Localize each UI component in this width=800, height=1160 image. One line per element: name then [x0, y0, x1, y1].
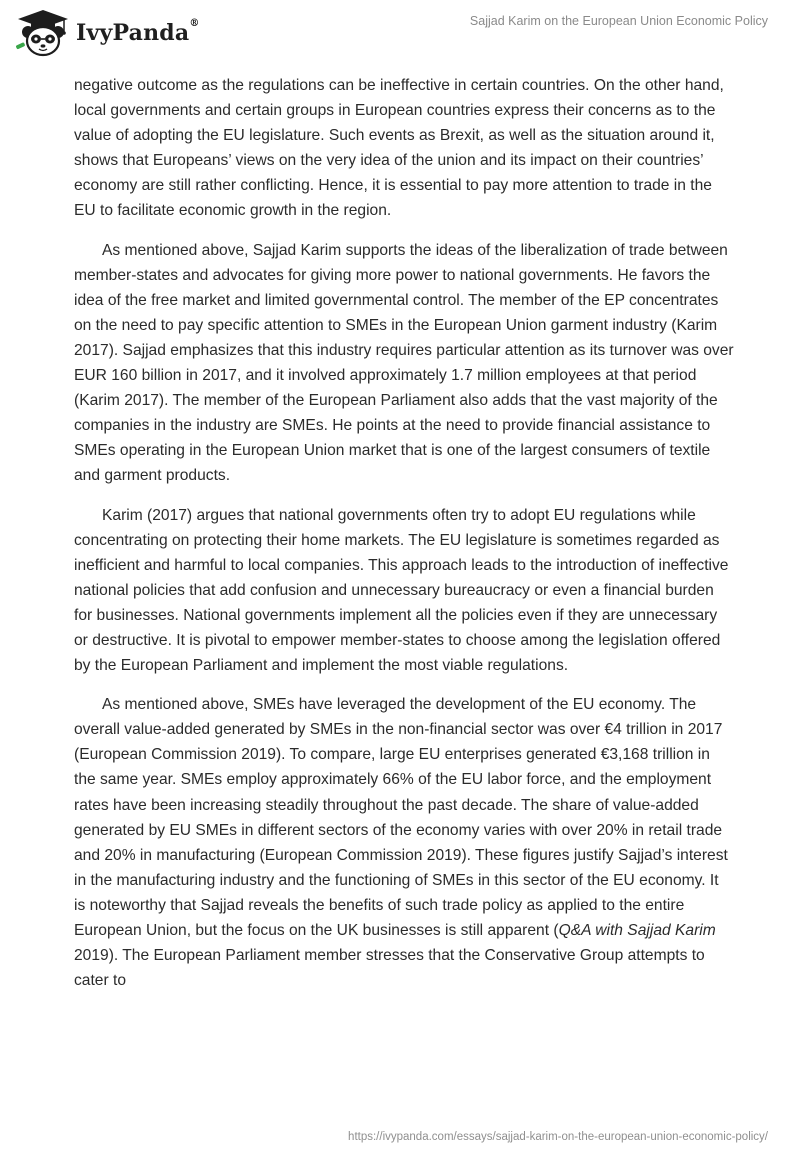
essay-body — [74, 73, 734, 1007]
brand-name: IvyPanda® — [76, 18, 200, 46]
paragraph-4-citation-title: Q&A with Sajjad Karim — [558, 922, 716, 939]
document-title: Sajjad Karim on the European Union Economic Policy — [469, 14, 768, 28]
page-header — [0, 0, 800, 70]
brand-logo[interactable] — [14, 8, 200, 58]
paragraph-2: As mentioned above, Sajjad Karim supports the ideas of the liberalization of trade between member-states and advocates for giving more power to national governments. He favors the idea of the free market and limited governmental control. The member of the EP concentrates on the need to pay specific attention to SMEs in the European Union garment industry (Karim 2017). Sajjad emphasizes that this industry requires particular attention as its turnover was over EUR 160 billion in 2017, and it involved approximately 1.7 million employees at that period (Karim 2017). The member of the European Parliament also adds that the vast majority of the companies in the industry are SMEs. He points at the need to provide financial assistance to SMEs operating in the European Union market that is one of the largest consumers of textile and garment products. — [74, 241, 734, 485]
paragraph-1: negative outcome as the regulations can be ineffective in certain countries. On the other hand, local governments and certain groups in European countries express their concerns as to the value of adopting the EU legislature. Such events as Brexit, as well as the situation around it, shows that Europeans’ views on the very idea of the union and its impact on their countries’ economy are still rather conflicting. Hence, it is essential to pay more attention to trade in the EU to facilitate economic growth in the region. — [74, 77, 724, 220]
paragraph-4 — [74, 692, 734, 993]
paragraph-4-text-a: As mentioned above, SMEs have leveraged the development of the EU economy. The overall value-added generated by SMEs in the non-financial sector was over €4 trillion in 2017 (European Commission 2019). To compare, large EU enterprises generated €3,168 trillion in the same year. SMEs employ approximately 66% of the EU labor force, and the employment rates have been increasing steadily throughout the past decade. The share of value-added generated by EU SMEs in different sectors of the economy varies with over 20% in retail trade and 20% in manufacturing (European Commission 2019). These figures justify Sajjad’s interest in the manufacturing industry and the functioning of SMEs in this sector of the EU economy. It is noteworthy that Sajjad reveals the benefits of such trade policy as applied to the entire European Union, but the focus on the UK businesses is still apparent ( — [74, 696, 728, 939]
paragraph-4-text-b: 2019). The European Parliament member stresses that the Conservative Group attempts to cater to — [74, 947, 705, 990]
paragraph-3: Karim (2017) argues that national governments often try to adopt EU regulations while concentrating on protecting their home markets. The EU legislature is sometimes regarded as inefficient and harmful to local companies. This approach leads to the introduction of ineffective national policies that add confusion and unnecessary bureaucracy or even a financial burden for businesses. National governments implement all the policies even if they are unnecessary or destructive. It is pivotal to empower member-states to choose among the legislation offered by the European Parliament and implement the most viable regulations. — [74, 506, 729, 675]
panda-graduate-icon — [14, 8, 72, 58]
source-url[interactable]: https://ivypanda.com/essays/sajjad-karim-on-the-european-union-economic-policy/ — [348, 1131, 768, 1143]
